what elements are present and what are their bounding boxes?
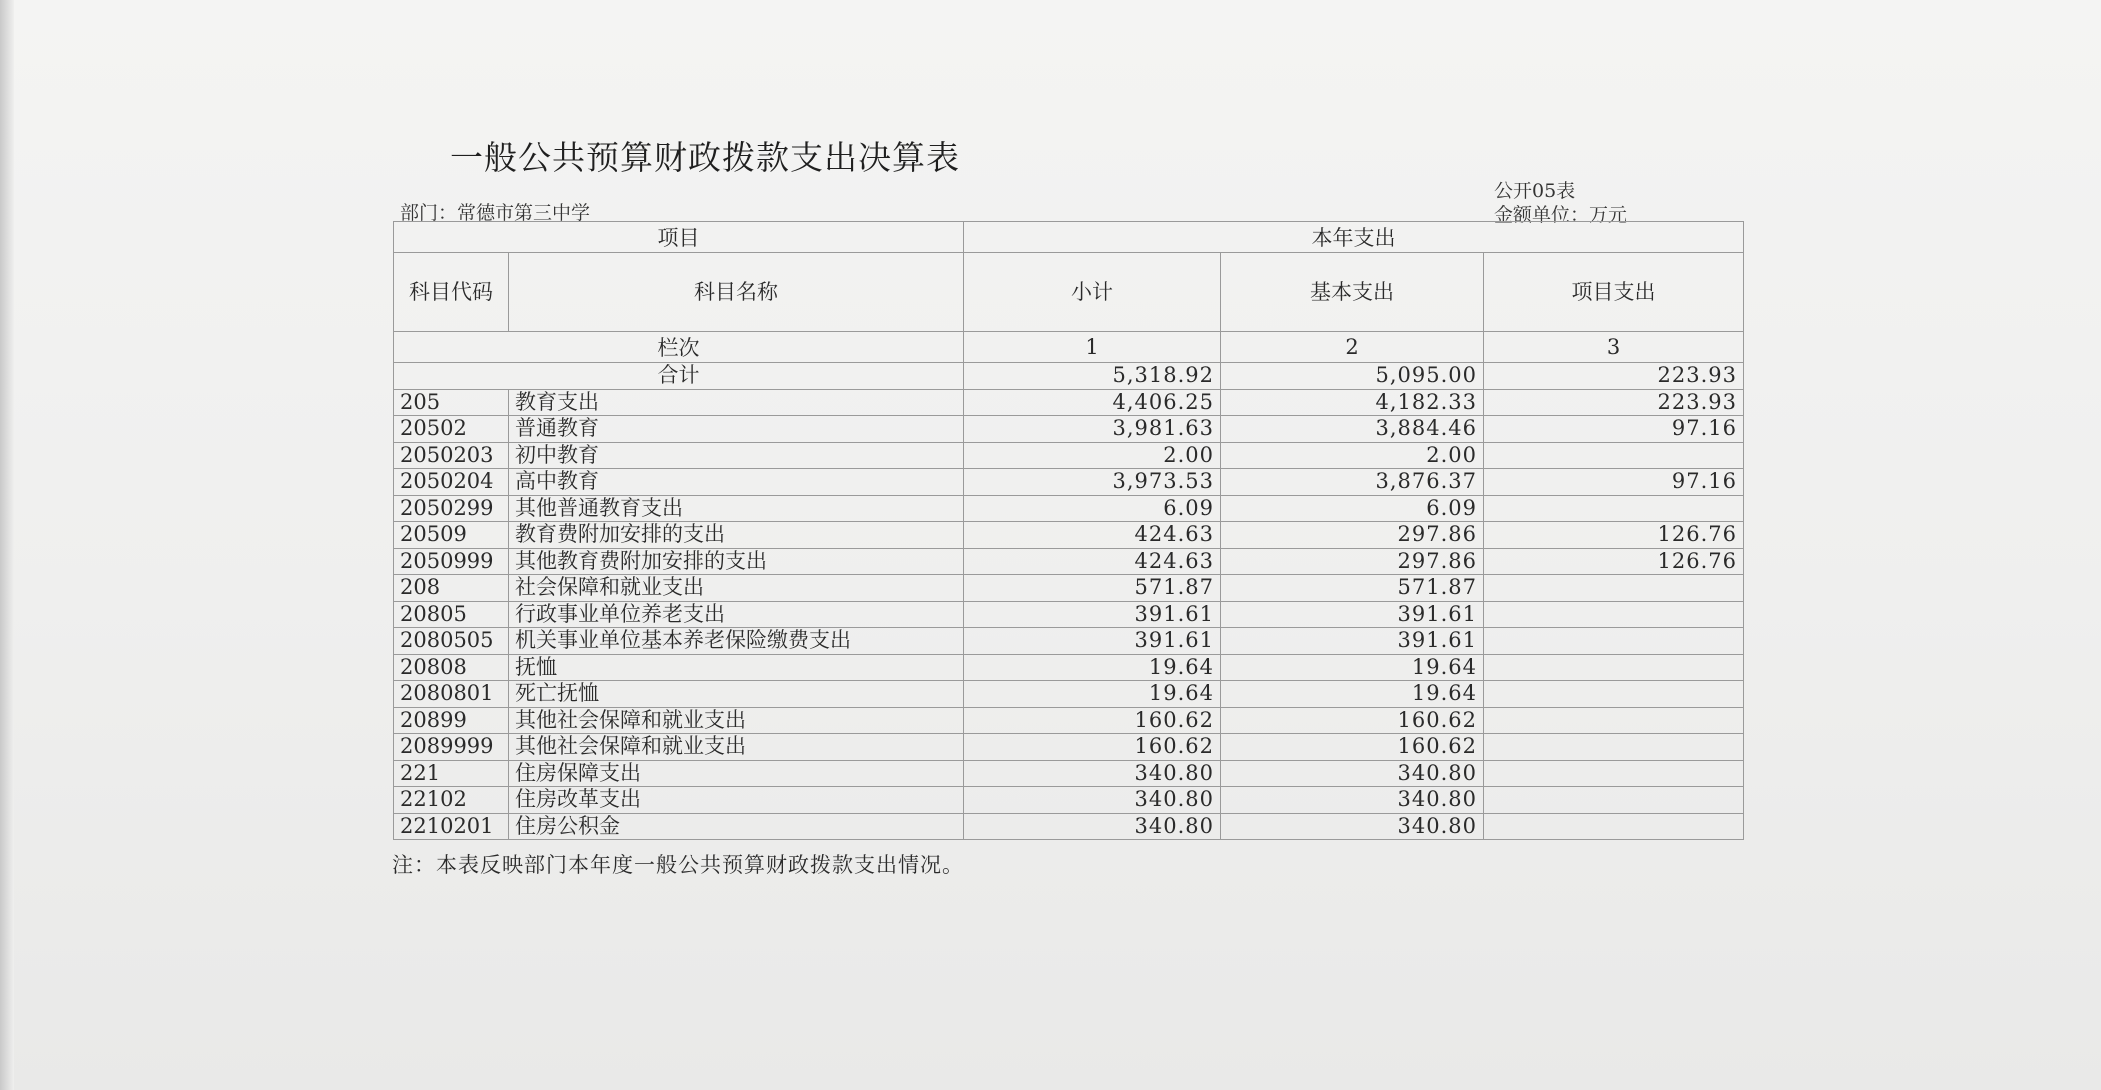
basic-value: 3,876.37 [1221,469,1484,496]
subtotal-value: 3,973.53 [964,469,1221,496]
basic-value: 6.09 [1221,495,1484,522]
row-label-column: 栏次 [394,332,964,363]
basic-value: 297.86 [1221,548,1484,575]
table-row [394,442,1744,469]
subject-code: 2089999 [394,734,509,761]
subject-name: 抚恤 [509,654,964,681]
project-value: 97.16 [1484,416,1744,443]
subject-code: 2080505 [394,628,509,655]
table-row [394,495,1744,522]
table-note: 注：本表反映部门本年度一般公共预算财政拨款支出情况。 [392,853,964,877]
table-row [394,760,1744,787]
header-code: 科目代码 [394,253,509,332]
table-row [394,548,1744,575]
subject-code: 2050203 [394,442,509,469]
project-value [1484,442,1744,469]
subject-name: 行政事业单位养老支出 [509,601,964,628]
basic-value: 160.62 [1221,707,1484,734]
subject-name: 教育费附加安排的支出 [509,522,964,549]
basic-value: 340.80 [1221,813,1484,840]
subject-code: 205 [394,389,509,416]
form-number: 公开05表 [1494,180,1576,202]
column-number-3: 3 [1484,332,1744,363]
project-value [1484,760,1744,787]
subject-name: 教育支出 [509,389,964,416]
subject-name: 其他普通教育支出 [509,495,964,522]
total-row [394,363,1744,390]
table-row [394,601,1744,628]
total-subtotal: 5,318.92 [964,363,1221,390]
project-value [1484,681,1744,708]
subtotal-value: 424.63 [964,548,1221,575]
header-row-top [394,222,1744,253]
basic-value: 4,182.33 [1221,389,1484,416]
subtotal-value: 391.61 [964,601,1221,628]
basic-value: 571.87 [1221,575,1484,602]
table-row [394,628,1744,655]
subtotal-value: 19.64 [964,681,1221,708]
table-row [394,707,1744,734]
table-row [394,389,1744,416]
column-number-row [394,332,1744,363]
subtotal-value: 6.09 [964,495,1221,522]
project-value [1484,495,1744,522]
table-row [394,416,1744,443]
project-value [1484,707,1744,734]
subject-name: 其他社会保障和就业支出 [509,734,964,761]
subject-code: 22102 [394,787,509,814]
header-project-expense: 项目支出 [1484,253,1744,332]
total-project: 223.93 [1484,363,1744,390]
amount-unit-label: 金额单位：万元 [1494,204,1628,226]
department-label: 部门：常德市第三中学 [400,202,591,224]
subject-code: 221 [394,760,509,787]
project-value [1484,601,1744,628]
basic-value: 160.62 [1221,734,1484,761]
subject-code: 20502 [394,416,509,443]
subject-name: 住房改革支出 [509,787,964,814]
total-basic: 5,095.00 [1221,363,1484,390]
document-title: 一般公共预算财政拨款支出决算表 [450,138,960,177]
subject-name: 其他教育费附加安排的支出 [509,548,964,575]
subject-name: 死亡抚恤 [509,681,964,708]
project-value: 97.16 [1484,469,1744,496]
paper-edge-shadow [0,0,14,1090]
project-value [1484,628,1744,655]
header-year-expense: 本年支出 [964,222,1744,253]
table-row [394,813,1744,840]
table-row [394,575,1744,602]
subtotal-value: 160.62 [964,734,1221,761]
basic-value: 391.61 [1221,628,1484,655]
table-row [394,654,1744,681]
header-basic: 基本支出 [1221,253,1484,332]
subject-code: 20808 [394,654,509,681]
header-subtotal: 小计 [964,253,1221,332]
subtotal-value: 340.80 [964,787,1221,814]
subject-code: 20899 [394,707,509,734]
project-value: 126.76 [1484,548,1744,575]
subject-name: 住房公积金 [509,813,964,840]
column-number-2: 2 [1221,332,1484,363]
table-row [394,734,1744,761]
subject-code: 20805 [394,601,509,628]
subject-name: 其他社会保障和就业支出 [509,707,964,734]
subject-name: 住房保障支出 [509,760,964,787]
basic-value: 340.80 [1221,760,1484,787]
table-row [394,522,1744,549]
project-value [1484,575,1744,602]
subtotal-value: 391.61 [964,628,1221,655]
project-value [1484,787,1744,814]
project-value [1484,734,1744,761]
subtotal-value: 4,406.25 [964,389,1221,416]
subject-name: 社会保障和就业支出 [509,575,964,602]
subject-code: 2080801 [394,681,509,708]
column-number-1: 1 [964,332,1221,363]
subject-code: 2210201 [394,813,509,840]
table-row [394,469,1744,496]
subtotal-value: 340.80 [964,760,1221,787]
subject-name: 高中教育 [509,469,964,496]
subject-code: 208 [394,575,509,602]
header-row-columns [394,253,1744,332]
subject-name: 普通教育 [509,416,964,443]
basic-value: 3,884.46 [1221,416,1484,443]
subject-code: 2050204 [394,469,509,496]
subject-code: 2050299 [394,495,509,522]
subject-code: 2050999 [394,548,509,575]
subtotal-value: 2.00 [964,442,1221,469]
subtotal-value: 340.80 [964,813,1221,840]
project-value [1484,813,1744,840]
basic-value: 340.80 [1221,787,1484,814]
header-project: 项目 [394,222,964,253]
total-label: 合计 [394,363,964,390]
basic-value: 19.64 [1221,654,1484,681]
subtotal-value: 19.64 [964,654,1221,681]
subtotal-value: 571.87 [964,575,1221,602]
table-body [394,389,1744,840]
basic-value: 391.61 [1221,601,1484,628]
basic-value: 19.64 [1221,681,1484,708]
project-value: 223.93 [1484,389,1744,416]
subtotal-value: 3,981.63 [964,416,1221,443]
subject-name: 初中教育 [509,442,964,469]
expenditure-table [393,221,1744,840]
table-row [394,681,1744,708]
subtotal-value: 160.62 [964,707,1221,734]
table-row [394,787,1744,814]
subject-code: 20509 [394,522,509,549]
basic-value: 2.00 [1221,442,1484,469]
header-name: 科目名称 [509,253,964,332]
subtotal-value: 424.63 [964,522,1221,549]
project-value: 126.76 [1484,522,1744,549]
project-value [1484,654,1744,681]
basic-value: 297.86 [1221,522,1484,549]
subject-name: 机关事业单位基本养老保险缴费支出 [509,628,964,655]
